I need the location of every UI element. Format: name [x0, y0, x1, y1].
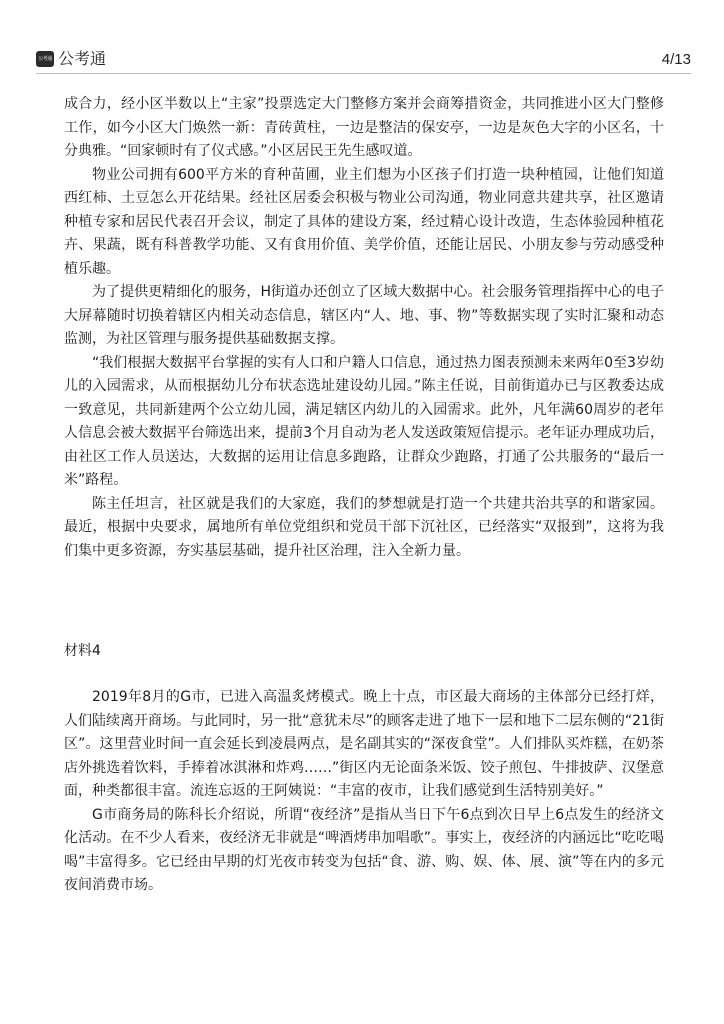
paragraph: G市商务局的陈科长介绍说，所谓“夜经济”是指从当日下午6点到次日早上6点发生的经济文化活动。在不少人看来，夜经济无非就是“啤酒烤串加唱歌”。事实上，夜经济的内涵远比“吃吃喝喝”丰富得多。它已经由早期的灯光夜市转变为包括“食、游、购、娱、体、展、演”等在内的多元夜间消费市场。: [64, 806, 664, 893]
section-2-body: [64, 686, 664, 898]
logo: [36, 49, 106, 69]
page-number: 4/13: [661, 51, 691, 68]
paragraph: 为了提供更精细化的服务，H街道办还创立了区域大数据中心。社会服务管理指挥中心的电子大屏幕随时切换着辖区内相关动态信息，辖区内“人、地、事、物”等数据实现了实时汇聚和动态监测，为社区管理与服务提供基础数据支撑。: [64, 284, 664, 347]
section-1-body: [64, 93, 664, 563]
paragraph: 2019年8月的G市，已进入高温炙烤模式。晚上十点，市区最大商场的主体部分已经打烊，人们陆续离开商场。与此同时，另一批“意犹未尽”的顾客走进了地下一层和地下二层东侧的“21街区”。这里营业时间一直会延长到凌晨两点，是名副其实的“深夜食堂”。人们排队买炸糕，在奶茶店外挑选着饮料，手捧着冰淇淋和炸鸡……”街区内无论面条米饭、饺子煎包、牛排披萨、汉堡意面，种类都很丰富。流连忘返的王阿姨说：“丰富的夜市，让我们感觉到生活特别美好。”: [64, 689, 664, 799]
paragraph: “我们根据大数据平台掌握的实有人口和户籍人口信息，通过热力图表预测未来两年0至3岁幼儿的入园需求，从而根据幼儿分布状态选址建设幼儿园。”陈主任说，目前街道办已与区教委达成一致意见，共同新建两个公立幼儿园，满足辖区内幼儿的入园需求。此外，凡年满60周岁的老年人信息会被大数据平台筛选出来，提前3个月自动为老人发送政策短信提示。老年证办理成功后，由社区工作人员送达，大数据的运用让信息多跑路，让群众少跑路，打通了公共服务的“最后一米”路程。: [64, 354, 664, 488]
page-header: [36, 46, 691, 74]
header-divider: [36, 73, 691, 74]
logo-badge-icon: 公考通: [36, 51, 54, 67]
section-title: 材料4: [64, 643, 101, 659]
logo-text: 公考通: [58, 49, 107, 68]
paragraph: 物业公司拥有600平方米的育种苗圃，业主们想为小区孩子们打造一块种植园，让他们知道西红柿、土豆怎么开花结果。经社区居委会积极与物业公司沟通，物业同意共建共享，社区邀请种植专家和居民代表召开会议，制定了具体的建设方案，经过精心设计改造，生态体验园种植花卉、果蔬，既有科普教学功能、又有食用价值、美学价值，还能让居民、小朋友参与劳动感受种植乐趣。: [64, 166, 664, 277]
paragraph: 陈主任坦言，社区就是我们的大家庭，我们的梦想就是打造一个共建共治共享的和谐家园。最近，根据中央要求，属地所有单位党组织和党员干部下沉社区，已经落实“双报到”，这将为我们集中更多资源，夯实基层基础，提升社区治理，注入全新力量。: [64, 495, 664, 559]
paragraph: 成合力，经小区半数以上“主家”投票选定大门整修方案并会商筹措资金，共同推进小区大门整修工作，如今小区大门焕然一新：青砖黄柱，一边是整洁的保安亭，一边是灰色大字的小区名，十分典雅。“回家顿时有了仪式感。”小区居民王先生感叹道。: [64, 96, 664, 159]
